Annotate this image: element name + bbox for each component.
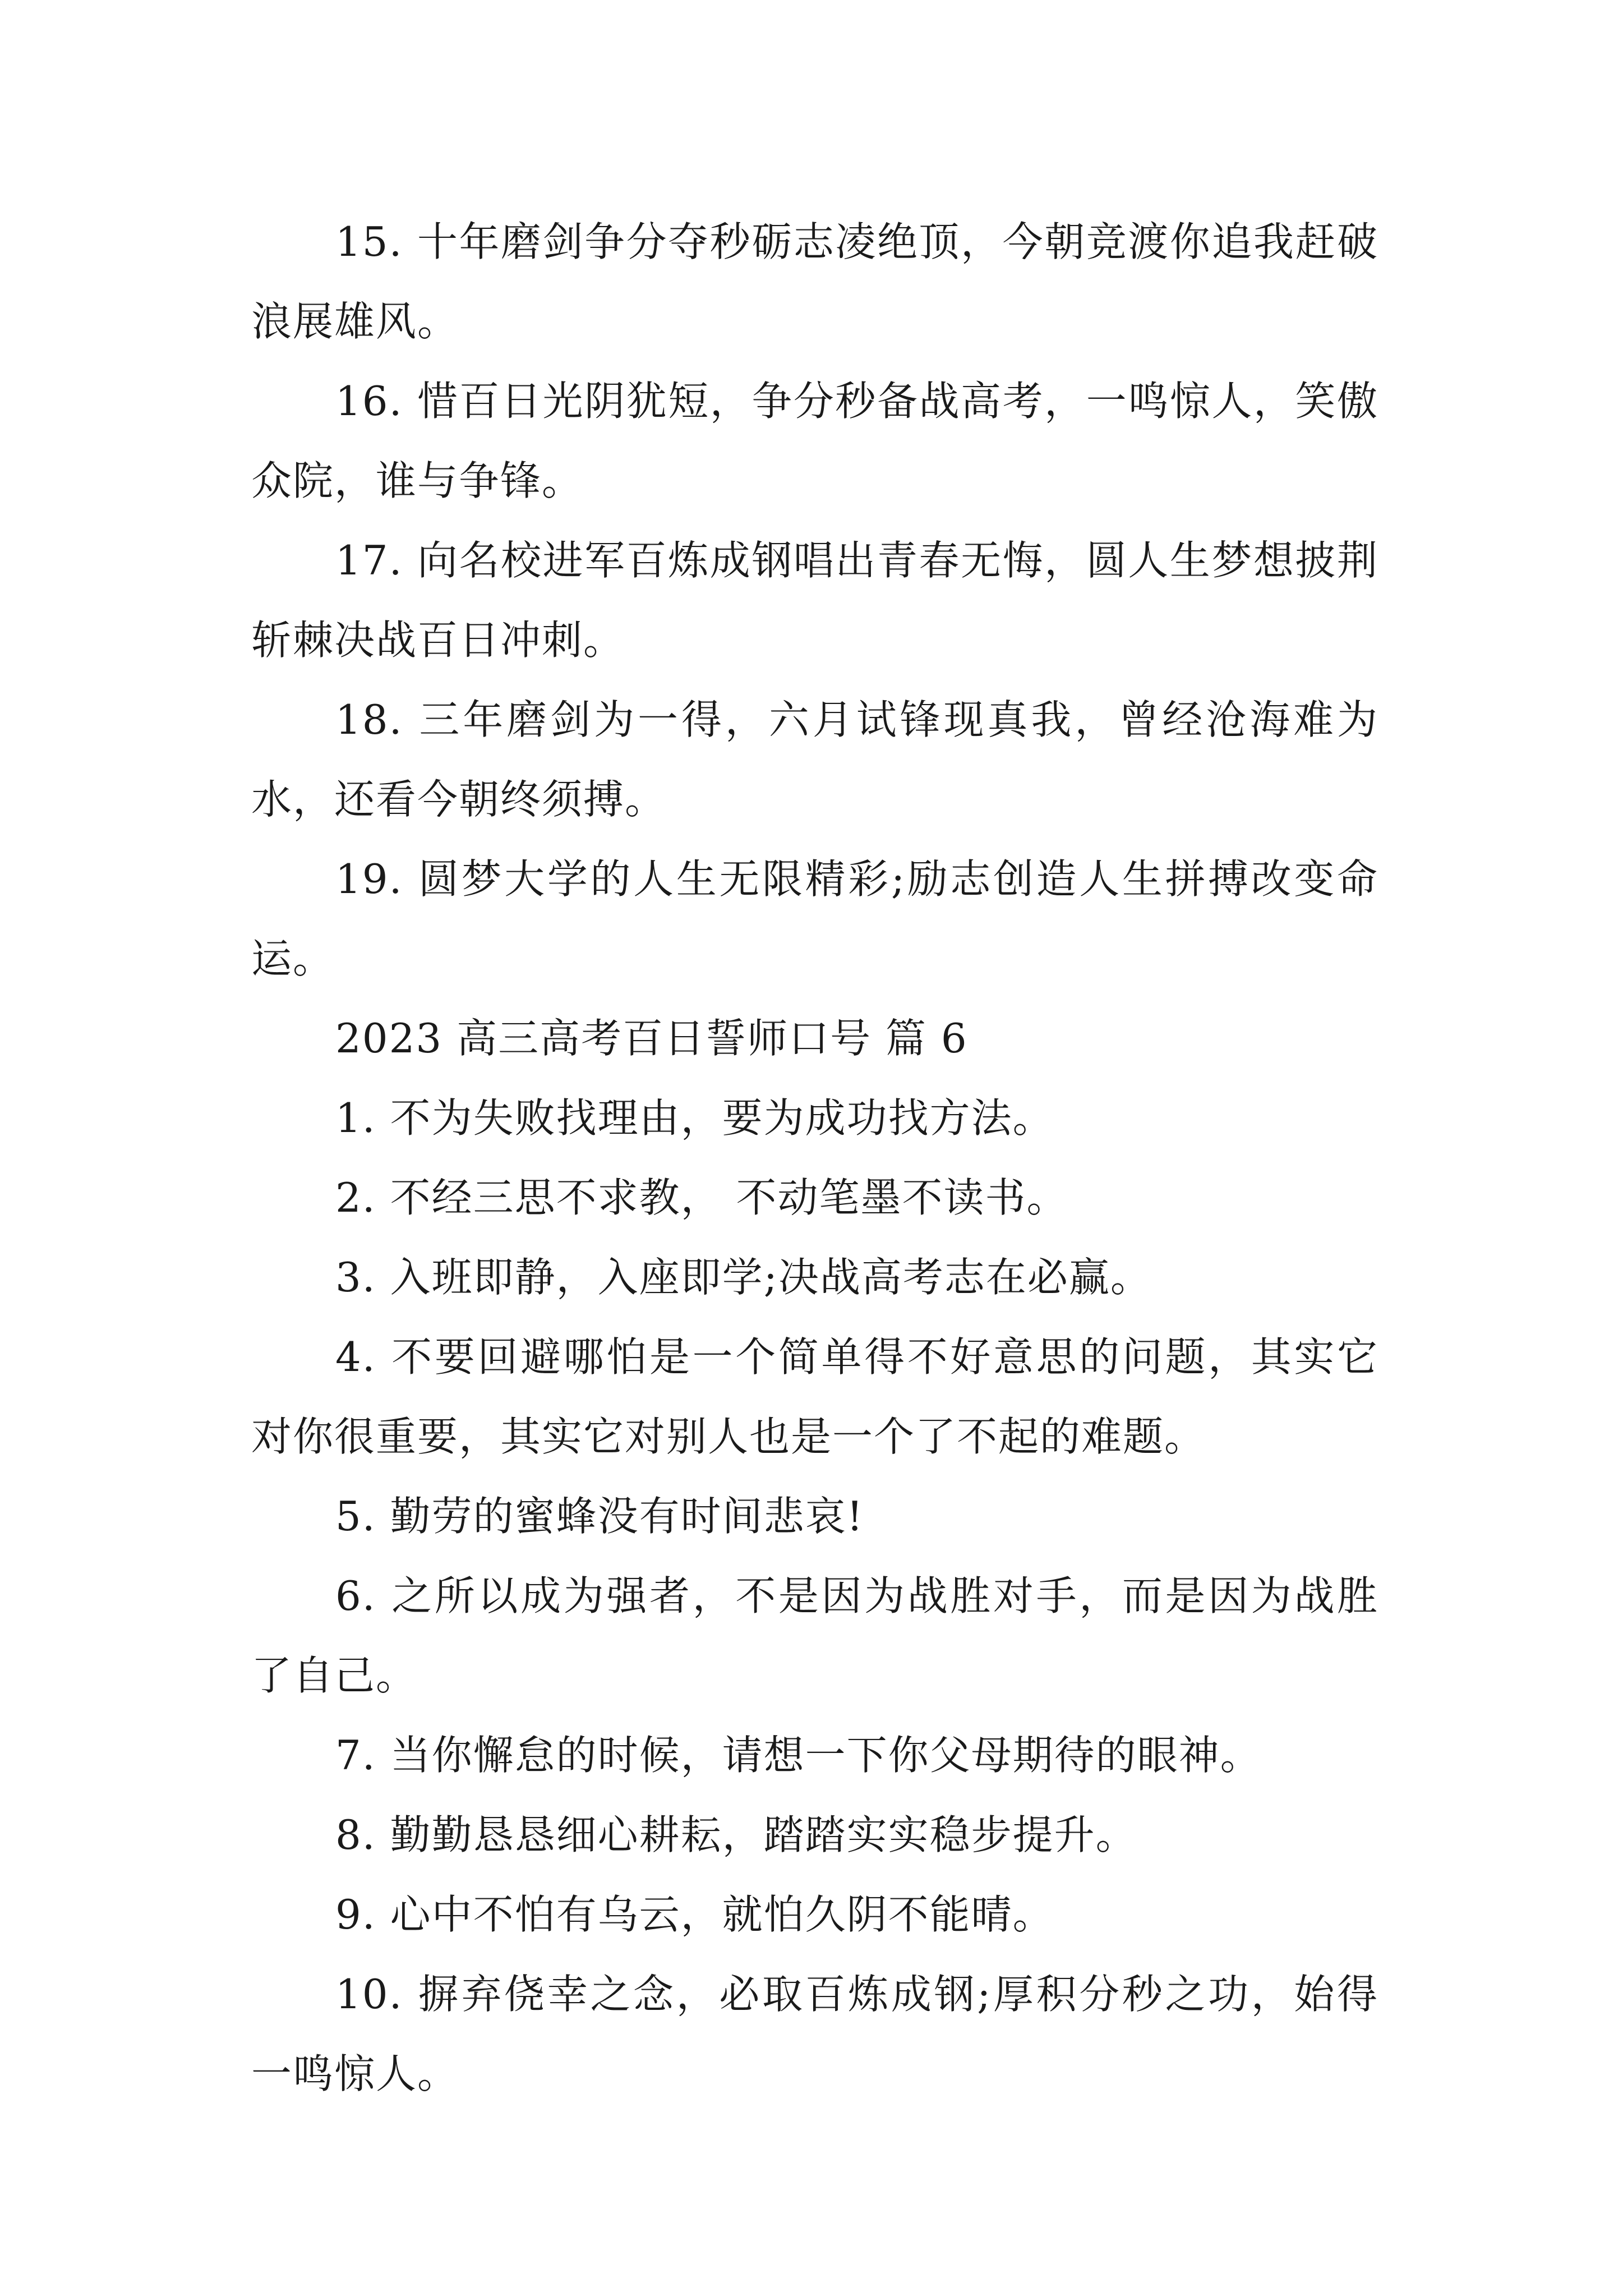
- slogan-8: 8. 勤勤恳恳细心耕耘，踏踏实实稳步提升。: [335, 1811, 1137, 1858]
- document-body: [251, 202, 1378, 2114]
- slogan-9: 9. 心中不怕有乌云，就怕久阴不能晴。: [335, 1891, 1054, 1938]
- slogan-17: 17. 向名校进军百炼成钢唱出青春无悔，圆人生梦想披荆斩棘决战百日冲刺。: [251, 537, 1378, 664]
- slogan-1: 1. 不为失败找理由，要为成功找方法。: [335, 1094, 1054, 1142]
- slogan-3: 3. 入班即静，入座即学;决战高考志在必赢。: [335, 1254, 1152, 1301]
- slogan-4: 4. 不要回避哪怕是一个简单得不好意思的问题，其实它对你很重要，其实它对别人也是一个了不起的难题。: [251, 1333, 1378, 1460]
- slogan-16: 16. 惜百日光阴犹短，争分秒备战高考，一鸣惊人，笑傲众院，谁与争锋。: [251, 378, 1378, 504]
- slogan-6: 6. 之所以成为强者，不是因为战胜对手，而是因为战胜了自己。: [251, 1572, 1378, 1699]
- slogan-15: 15. 十年磨剑争分夺秒砺志凌绝顶，今朝竞渡你追我赶破浪展雄风。: [251, 218, 1378, 345]
- slogan-10: 10. 摒弃侥幸之念，必取百炼成钢;厚积分秒之功，始得一鸣惊人。: [251, 1971, 1378, 2097]
- slogan-7: 7. 当你懈怠的时候，请想一下你父母期待的眼神。: [335, 1732, 1262, 1779]
- slogan-2: 2. 不经三思不求教， 不动笔墨不读书。: [335, 1174, 1068, 1221]
- slogan-5: 5. 勤劳的蜜蜂没有时间悲哀!: [335, 1493, 864, 1540]
- slogan-19: 19. 圆梦大学的人生无限精彩;励志创造人生拼搏改变命运。: [251, 855, 1378, 982]
- section-heading: 2023 高三高考百日誓师口号 篇 6: [335, 1015, 968, 1062]
- slogan-18: 18. 三年磨剑为一得，六月试锋现真我，曾经沧海难为水，还看今朝终须搏。: [251, 696, 1378, 823]
